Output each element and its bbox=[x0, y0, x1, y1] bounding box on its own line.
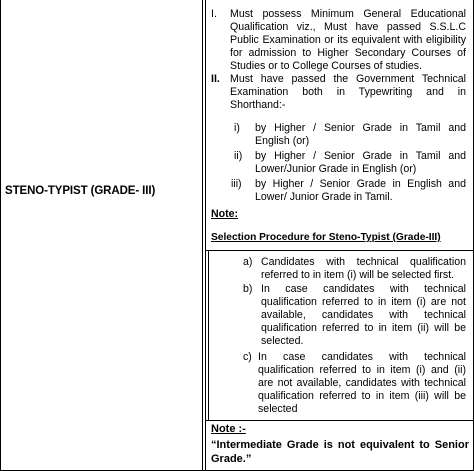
subitem-marker-i: i) bbox=[234, 122, 240, 134]
item-i-line-2: Qualification viz., Must have passed S.S.L.C bbox=[230, 21, 466, 33]
subitem-i-line-1: by Higher / Senior Grade in Tamil and bbox=[255, 122, 466, 134]
selection-heading: Selection Procedure for Steno-Typist (Grade-III) bbox=[211, 232, 441, 243]
final-note-line-1: “Intermediate Grade is not equivalent to Senior bbox=[211, 439, 469, 451]
item-i-line-3: Public Examination or its equivalent with eligibility bbox=[230, 34, 466, 46]
item-ii-line-2: Examination both in Typewriting and in bbox=[230, 86, 466, 98]
procedure-b-line-2: qualification referred to in item (i) are not bbox=[261, 296, 466, 308]
subitem-ii-line-1: by Higher / Senior Grade in Tamil and bbox=[255, 150, 466, 162]
procedure-b-line-1: In case candidates with technical bbox=[261, 283, 466, 295]
procedure-b-line-4: qualification referred to in item (ii) will be bbox=[261, 322, 466, 334]
note-label: Note: bbox=[211, 208, 239, 220]
procedure-c-line-5: selected bbox=[258, 403, 298, 415]
procedure-marker-a: a) bbox=[243, 256, 253, 268]
item-ii-line-3: Shorthand:- bbox=[230, 99, 286, 111]
procedure-c-line-4: qualification referred to in item (iii) will be bbox=[258, 390, 466, 402]
procedure-marker-c: c) bbox=[243, 351, 252, 363]
item-ii-line-1: Must have passed the Government Technical bbox=[230, 73, 466, 85]
subitem-ii-line-2: Lower/Junior Grade in English (or) bbox=[255, 163, 417, 175]
inner-row-divider-bottom bbox=[206, 420, 473, 421]
inner-column-divider bbox=[208, 250, 209, 420]
procedure-a-line-1: Candidates with technical qualification bbox=[261, 256, 466, 268]
item-i-line-1: Must possess Minimum General Educational bbox=[230, 8, 466, 20]
item-i-line-4: for admission to Higher Secondary Courses of bbox=[230, 47, 466, 59]
column-divider-inner bbox=[205, 0, 206, 471]
final-note-line-2: Grade.” bbox=[211, 453, 252, 465]
procedure-marker-b: b) bbox=[243, 283, 253, 295]
item-marker-ii: II. bbox=[211, 73, 220, 85]
subitem-marker-iii: iii) bbox=[231, 178, 242, 190]
item-i-line-5: Studies or to College Courses of studies. bbox=[230, 60, 422, 72]
procedure-b-line-3: available, candidates with technical bbox=[261, 309, 466, 321]
procedure-c-line-2: qualification referred to in item (i) and (ii) bbox=[258, 364, 466, 376]
post-cell bbox=[0, 0, 203, 471]
subitem-iii-line-1: by Higher / Senior Grade in English and bbox=[255, 178, 466, 190]
subitem-iii-line-2: Lower/ Junior Grade in Tamil. bbox=[255, 191, 393, 203]
note2-label: Note :- bbox=[211, 423, 246, 435]
subitem-i-line-2: English (or) bbox=[255, 135, 310, 147]
inner-row-divider-top bbox=[206, 250, 473, 251]
procedure-c-line-1: In case candidates with technical bbox=[258, 351, 466, 363]
item-marker-i: I. bbox=[211, 8, 217, 20]
subitem-marker-ii: ii) bbox=[234, 150, 243, 162]
procedure-c-line-3: are not available, candidates with technical bbox=[258, 377, 466, 389]
procedure-a-line-2: referred to in item (i) will be selected first. bbox=[261, 269, 455, 281]
procedure-b-line-5: selected. bbox=[261, 335, 304, 347]
post-name: STENO-TYPIST (GRADE- III) bbox=[5, 185, 156, 197]
